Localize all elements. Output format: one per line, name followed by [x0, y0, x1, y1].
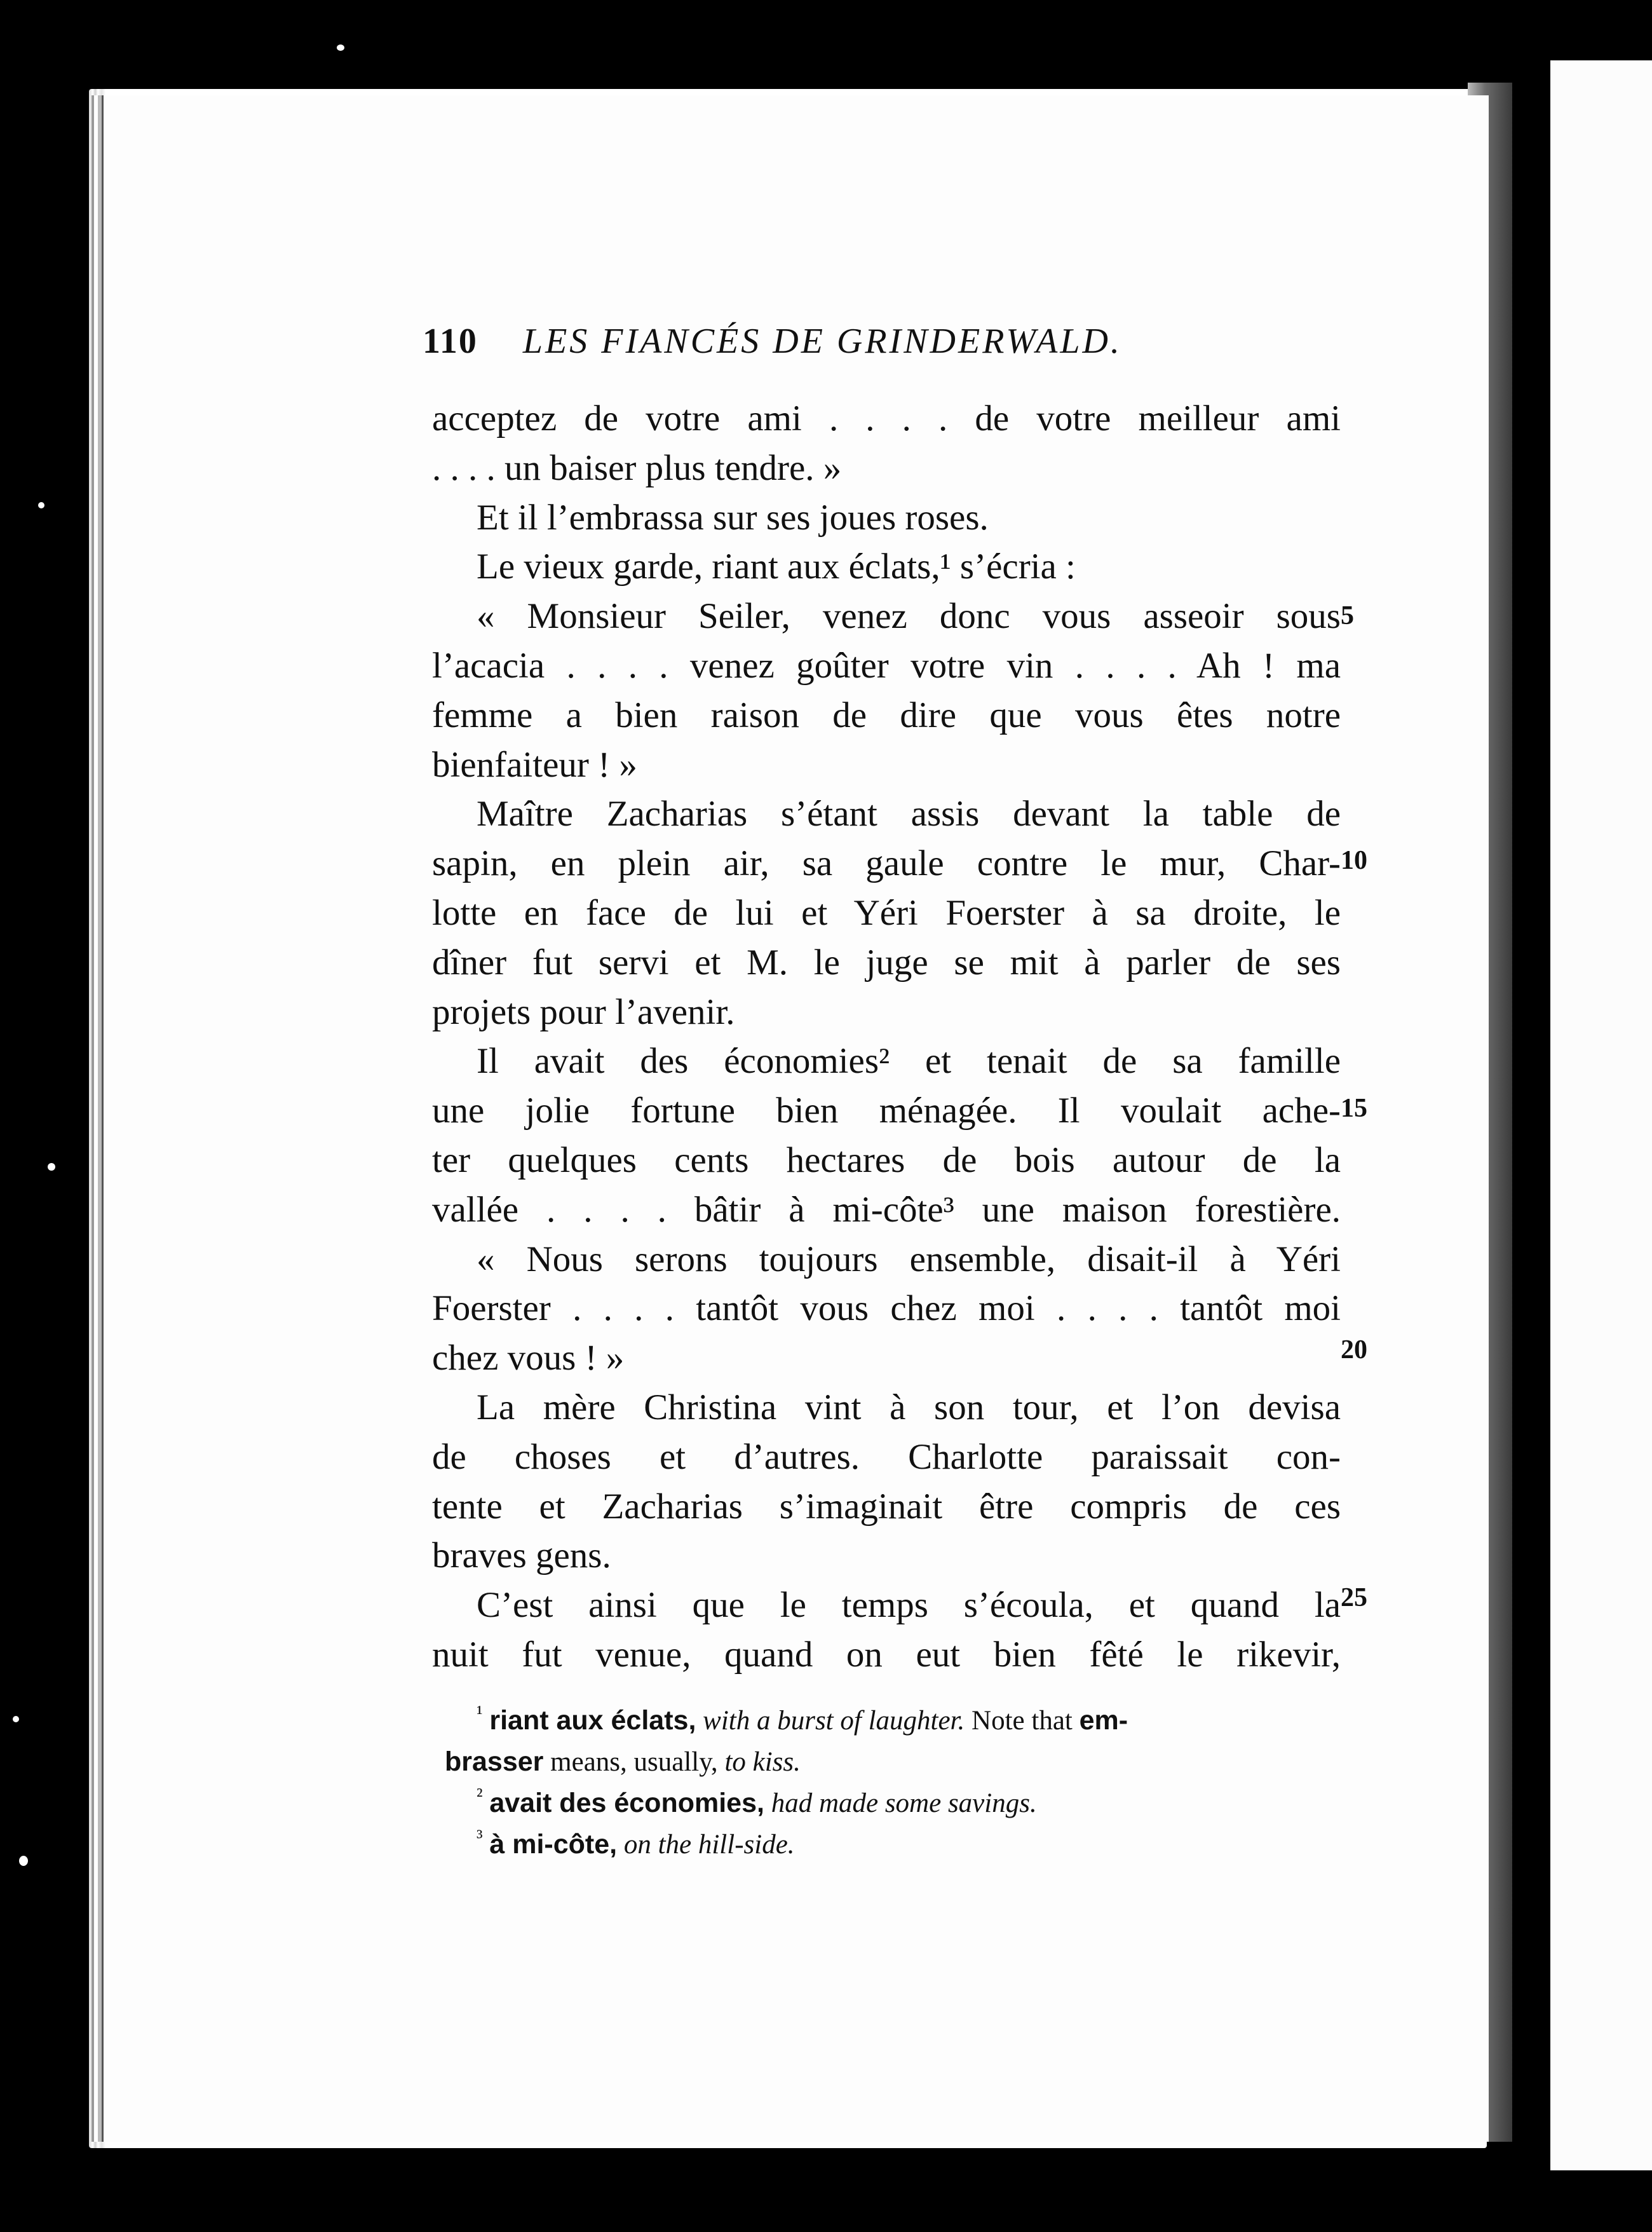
- footnote-gloss: had made some savings.: [771, 1788, 1037, 1818]
- footnote-note: Note that: [972, 1706, 1073, 1736]
- page-number: 110: [423, 322, 478, 361]
- running-head: [423, 321, 1376, 365]
- text-line: Foerster . . . . tantôt vous chez moi . . . . tantôt moi: [432, 1288, 1341, 1329]
- text-line: l’acacia . . . . venez goûter votre vin . . . . Ah ! ma: [432, 645, 1341, 686]
- line-number: 10: [1341, 846, 1367, 875]
- text-line: braves gens.: [432, 1535, 611, 1576]
- line-number: 20: [1341, 1335, 1367, 1364]
- scan-speck: [13, 1716, 19, 1722]
- footnote-gloss: on the hill-side.: [623, 1830, 795, 1860]
- text-line: bienfaiteur ! »: [432, 744, 637, 785]
- footnote: [445, 1700, 1341, 1741]
- footnote-gloss: to kiss.: [724, 1747, 801, 1777]
- scan-speck: [19, 1856, 28, 1866]
- footnote-marker: ¹: [477, 1701, 483, 1724]
- line-number: 5: [1341, 601, 1354, 630]
- scan-speck: [38, 502, 44, 508]
- scan-speck: [48, 1163, 55, 1171]
- text-line: Le vieux garde, riant aux éclats,¹ s’écria :: [477, 547, 1076, 587]
- text-line: projets pour l’avenir.: [432, 991, 735, 1032]
- facing-page: [1550, 60, 1652, 2170]
- text-line: Il avait des économies² et tenait de sa famille: [477, 1041, 1341, 1082]
- text-line: « Nous serons toujours ensemble, disait-il à Yéri: [477, 1239, 1341, 1279]
- text-line: Maître Zacharias s’étant assis devant la table de: [477, 794, 1341, 834]
- scan-speck: [337, 44, 344, 51]
- text-line: Et il l’embrassa sur ses joues roses.: [477, 497, 989, 538]
- footnote-continuation: [445, 1741, 1341, 1783]
- text-line: ter quelques cents hectares de bois autour de la: [432, 1140, 1341, 1180]
- footnotes: [445, 1700, 1341, 1865]
- footnote: [445, 1824, 1341, 1865]
- footnote: [445, 1783, 1341, 1824]
- text-line: lotte en face de lui et Yéri Foerster à sa droite, le: [432, 892, 1341, 933]
- footnote-term: em-: [1079, 1705, 1128, 1736]
- text-line: sapin, en plein air, sa gaule contre le mur, Char-: [432, 843, 1341, 884]
- footnote-term: brasser: [445, 1746, 544, 1777]
- text-line: La mère Christina vint à son tour, et l’on devisa: [477, 1387, 1341, 1427]
- text-line: vallée . . . . bâtir à mi-côte³ une maison forestière.: [432, 1189, 1341, 1230]
- text-line: nuit fut venue, quand on eut bien fêté le rikevir,: [432, 1634, 1341, 1675]
- text-line: . . . . un baiser plus tendre. »: [432, 447, 842, 488]
- footnote-term: à mi-côte,: [489, 1829, 618, 1860]
- running-title: LES FIANCÉS DE GRINDERWALD.: [522, 322, 1122, 361]
- text-line: femme a bien raison de dire que vous êtes notre: [432, 695, 1341, 735]
- text-line: tente et Zacharias s’imaginait être compris de ces: [432, 1486, 1341, 1527]
- footnote-term: avait des économies,: [489, 1788, 764, 1818]
- text-line: une jolie fortune bien ménagée. Il voulait ache-: [432, 1091, 1341, 1131]
- line-number: 15: [1341, 1094, 1367, 1123]
- footnote-note: means, usually,: [550, 1747, 718, 1777]
- text-line: « Monsieur Seiler, venez donc vous asseoir sous: [477, 596, 1341, 637]
- footnote-term: riant aux éclats,: [489, 1705, 696, 1736]
- text-line: chez vous ! »: [432, 1338, 625, 1378]
- text-line: dîner fut servi et M. le juge se mit à parler de ses: [432, 942, 1341, 983]
- footnote-marker: ³: [477, 1825, 483, 1848]
- body-text: [432, 394, 1341, 1680]
- text-line: C’est ainsi que le temps s’écoula, et quand la: [477, 1585, 1341, 1626]
- text-line: acceptez de votre ami . . . . de votre meilleur ami: [432, 398, 1341, 439]
- line-number: 25: [1341, 1583, 1367, 1612]
- text-line: de choses et d’autres. Charlotte paraissait con-: [432, 1436, 1341, 1477]
- footnote-marker: ²: [477, 1783, 483, 1807]
- footnote-gloss: with a burst of laughter.: [703, 1706, 965, 1736]
